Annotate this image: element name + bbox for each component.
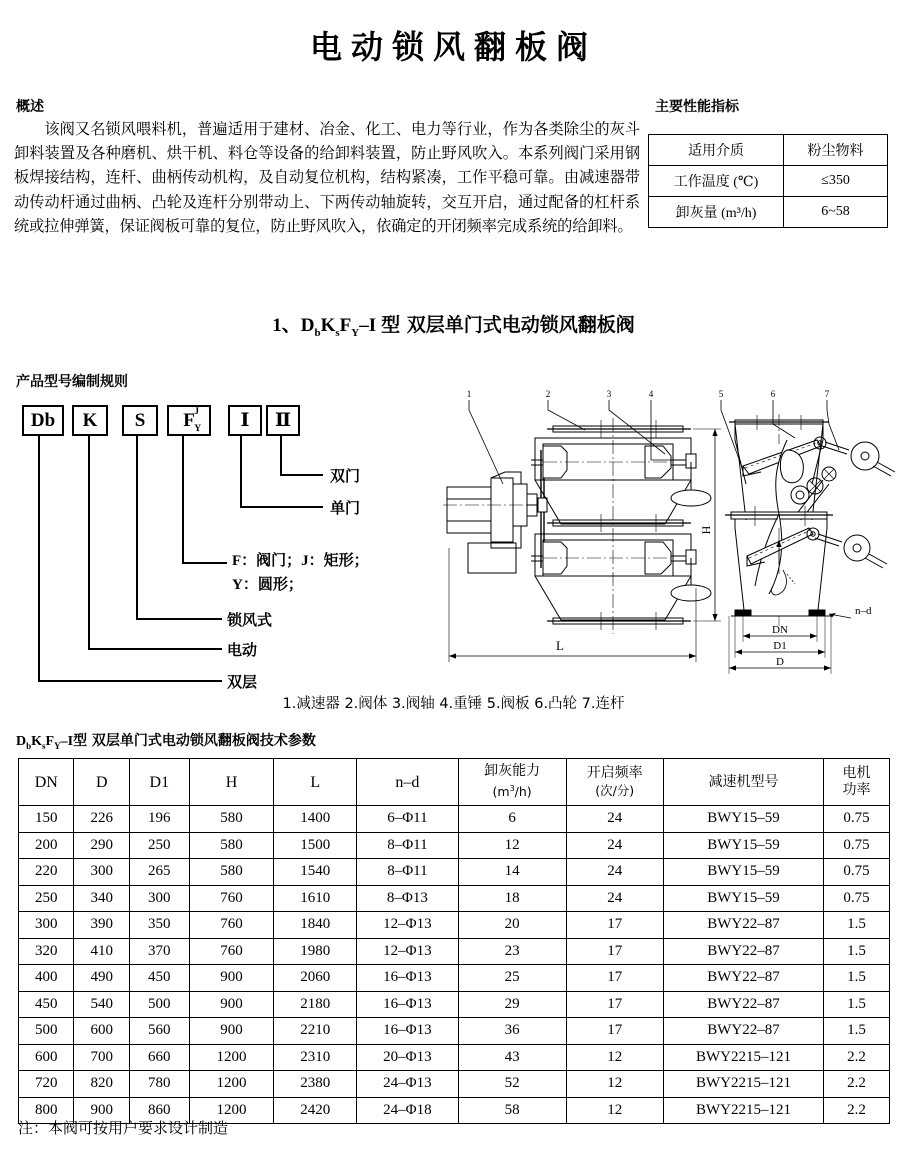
table-cell-DN: 500 [19, 1018, 74, 1045]
table-cell-开启频率: 12 [566, 1097, 663, 1124]
table-cell-D1: 500 [129, 991, 189, 1018]
table-cell-D1: 780 [129, 1071, 189, 1098]
table-cell-n–d: 12–Φ13 [357, 912, 459, 939]
table-cell-卸灰能力: 58 [458, 1097, 566, 1124]
table-cell-H: 1200 [189, 1071, 274, 1098]
table-cell-开启频率: 17 [566, 912, 663, 939]
model-label-airlock: 锁风式 [227, 611, 273, 629]
table-cell-H: 580 [189, 859, 274, 886]
table-cell-D: 226 [74, 806, 129, 833]
perf-label: 卸灰量 (m³/h) [649, 197, 784, 228]
table-note: 注：本阀可按用户要求设计制造 [18, 1119, 229, 1137]
table-cell-电机: 0.75 [824, 806, 890, 833]
table-cell-减速机型号: BWY15–59 [663, 832, 823, 859]
table-cell-D: 410 [74, 938, 129, 965]
spec-heading-code: $D_bK_sF_Y-I$ [16, 734, 74, 751]
table-cell-电机: 1.5 [824, 938, 890, 965]
table-cell-H: 900 [189, 991, 274, 1018]
spec-table [18, 758, 890, 1124]
table-cell-L: 2380 [274, 1071, 357, 1098]
callout-1: 1 [466, 389, 472, 399]
table-cell-n–d: 16–Φ13 [357, 991, 459, 1018]
table-cell-电机: 2.2 [824, 1071, 890, 1098]
code-box-db: Db [22, 405, 64, 436]
table-cell-卸灰能力: 20 [458, 912, 566, 939]
overview-paragraph: 该阀又名锁风喂料机，普遍适用于建材、冶金、化工、电力等行业，作为各类除尘的灰斗卸料装置及各种磨机、烘干机、料仓等设备的给卸料装置，防止野风吹入。本系列阀门采用钢板焊接结构，连杆、曲柄传动机构，及自动复位机构，结构紧凑，工作平稳可靠。由减速器带动传动杆通过曲柄、凸轮及连杆分别带动上、下两传动轴旋转，交互开启，通过配备的杠杆系统或拉伸弹簧，保证阀板可靠的复位，防止野风吹入，依确定的开闭频率完成系统的给卸料。 [14, 121, 640, 235]
table-cell-D1: 660 [129, 1044, 189, 1071]
model-label-double-door: 双门 [330, 467, 361, 485]
table-row [19, 965, 890, 992]
model-label-electric: 电动 [227, 641, 258, 659]
table-row [649, 166, 888, 197]
code-box-ii: Ⅱ [266, 405, 300, 436]
dimension-DN: DN [772, 624, 788, 636]
table-cell-D1: 196 [129, 806, 189, 833]
col-l: L [274, 759, 357, 806]
table-cell-卸灰能力: 25 [458, 965, 566, 992]
leader-line [38, 434, 40, 682]
section-suffix: 型 双层单门式电动锁风翻板阀 [381, 314, 635, 336]
table-cell-减速机型号: BWY2215–121 [663, 1097, 823, 1124]
table-cell-开启频率: 24 [566, 806, 663, 833]
leader-line [280, 434, 282, 476]
table-cell-DN: 720 [19, 1071, 74, 1098]
table-cell-H: 1200 [189, 1044, 274, 1071]
table-cell-减速机型号: BWY22–87 [663, 938, 823, 965]
table-cell-H: 1200 [189, 1097, 274, 1124]
table-cell-DN: 600 [19, 1044, 74, 1071]
table-cell-电机: 0.75 [824, 885, 890, 912]
table-cell-卸灰能力: 6 [458, 806, 566, 833]
table-cell-DN: 200 [19, 832, 74, 859]
callout-7: 7 [824, 389, 830, 399]
table-cell-D: 390 [74, 912, 129, 939]
table-cell-L: 1840 [274, 912, 357, 939]
drawing-legend: 1.减速器 2.阀体 3.阀轴 4.重锤 5.阀板 6.凸轮 7.连杆 [282, 696, 625, 712]
table-cell-电机: 1.5 [824, 991, 890, 1018]
perf-value: 粉尘物料 [784, 135, 888, 166]
table-cell-减速机型号: BWY22–87 [663, 965, 823, 992]
callout-2: 2 [545, 389, 551, 399]
leader-line [182, 562, 227, 564]
table-cell-减速机型号: BWY15–59 [663, 859, 823, 886]
table-cell-L: 2420 [274, 1097, 357, 1124]
table-cell-H: 900 [189, 1018, 274, 1045]
table-row [19, 1071, 890, 1098]
perf-value: ≤350 [784, 166, 888, 197]
model-label-valve-shape-2: Y：圆形； [232, 577, 303, 593]
table-cell-DN: 150 [19, 806, 74, 833]
table-cell-卸灰能力: 36 [458, 1018, 566, 1045]
table-cell-卸灰能力: 29 [458, 991, 566, 1018]
callout-3: 3 [606, 389, 612, 399]
callout-4: 4 [648, 389, 654, 399]
table-cell-L: 1400 [274, 806, 357, 833]
section-model-code: $D_bK_sF_Y-I$ [300, 315, 377, 339]
leader-line [240, 506, 323, 508]
table-cell-n–d: 20–Φ13 [357, 1044, 459, 1071]
col-d: D [74, 759, 129, 806]
table-cell-减速机型号: BWY15–59 [663, 806, 823, 833]
table-cell-开启频率: 17 [566, 938, 663, 965]
table-cell-n–d: 16–Φ13 [357, 1018, 459, 1045]
table-cell-D1: 560 [129, 1018, 189, 1045]
table-cell-电机: 2.2 [824, 1097, 890, 1124]
table-cell-D1: 250 [129, 832, 189, 859]
table-cell-H: 580 [189, 832, 274, 859]
table-cell-开启频率: 17 [566, 965, 663, 992]
table-cell-开启频率: 24 [566, 832, 663, 859]
code-box-k: K [72, 405, 108, 436]
table-cell-L: 2210 [274, 1018, 357, 1045]
table-cell-H: 900 [189, 965, 274, 992]
model-label-double-layer: 双层 [227, 673, 258, 691]
table-cell-卸灰能力: 52 [458, 1071, 566, 1098]
perf-value: 6~58 [784, 197, 888, 228]
table-cell-DN: 800 [19, 1097, 74, 1124]
table-row [19, 885, 890, 912]
table-cell-L: 1540 [274, 859, 357, 886]
col-reducer-model: 减速机型号 [663, 759, 823, 806]
table-cell-D: 340 [74, 885, 129, 912]
table-cell-n–d: 12–Φ13 [357, 938, 459, 965]
table-row [649, 135, 888, 166]
dimension-D1: D1 [773, 640, 787, 652]
table-cell-电机: 1.5 [824, 965, 890, 992]
table-row [649, 197, 888, 228]
col-d1: D1 [129, 759, 189, 806]
table-cell-n–d: 8–Φ11 [357, 832, 459, 859]
table-cell-L: 1610 [274, 885, 357, 912]
table-cell-L: 1500 [274, 832, 357, 859]
table-cell-DN: 220 [19, 859, 74, 886]
leader-line [136, 618, 222, 620]
leader-line [88, 434, 90, 650]
table-cell-n–d: 16–Φ13 [357, 965, 459, 992]
code-box-f: F J Y [167, 405, 211, 436]
table-row [19, 938, 890, 965]
table-cell-开启频率: 12 [566, 1044, 663, 1071]
model-label-valve-shape-1: F：阀门；J：矩形； [232, 553, 369, 569]
table-cell-D: 300 [74, 859, 129, 886]
table-cell-电机: 0.75 [824, 859, 890, 886]
table-cell-电机: 0.75 [824, 832, 890, 859]
table-cell-卸灰能力: 23 [458, 938, 566, 965]
table-cell-减速机型号: BWY15–59 [663, 885, 823, 912]
table-cell-D: 540 [74, 991, 129, 1018]
perf-label: 适用介质 [649, 135, 784, 166]
col-motor-power: 电机 功率 [824, 759, 890, 806]
leader-line [88, 648, 222, 650]
dimension-H: H [699, 525, 713, 535]
dimension-L: L [556, 638, 564, 653]
table-row [19, 991, 890, 1018]
table-cell-H: 760 [189, 912, 274, 939]
col-opening-frequency: 开启频率 (次/分) [566, 759, 663, 806]
table-cell-开启频率: 17 [566, 1018, 663, 1045]
section-number: 1、 [272, 315, 301, 336]
spec-table-body [19, 806, 890, 1124]
table-cell-电机: 2.2 [824, 1044, 890, 1071]
code-box-s: S [122, 405, 158, 436]
table-cell-n–d: 6–Φ11 [357, 806, 459, 833]
table-cell-L: 1980 [274, 938, 357, 965]
table-cell-卸灰能力: 12 [458, 832, 566, 859]
table-cell-电机: 1.5 [824, 1018, 890, 1045]
col-nd: n–d [357, 759, 459, 806]
table-cell-L: 2060 [274, 965, 357, 992]
col-h: H [189, 759, 274, 806]
table-cell-D1: 450 [129, 965, 189, 992]
table-cell-电机: 1.5 [824, 912, 890, 939]
table-cell-DN: 250 [19, 885, 74, 912]
table-row [19, 1044, 890, 1071]
page-title: 电动锁风翻板阀 [309, 28, 597, 66]
table-cell-D: 900 [74, 1097, 129, 1124]
leader-line [240, 434, 242, 508]
spec-table-heading [16, 730, 316, 751]
model-code-heading: 产品型号编制规则 [16, 374, 128, 390]
overview-heading: 概述 [16, 99, 44, 115]
table-row [19, 832, 890, 859]
table-cell-n–d: 24–Φ13 [357, 1071, 459, 1098]
table-cell-卸灰能力: 18 [458, 885, 566, 912]
table-cell-卸灰能力: 43 [458, 1044, 566, 1071]
performance-table [648, 134, 888, 228]
table-cell-n–d: 8–Φ11 [357, 859, 459, 886]
table-cell-开启频率: 12 [566, 1071, 663, 1098]
table-cell-减速机型号: BWY22–87 [663, 1018, 823, 1045]
leader-line [38, 680, 222, 682]
valve-technical-drawing [443, 388, 907, 688]
performance-table-heading: 主要性能指标 [655, 99, 739, 115]
table-cell-开启频率: 24 [566, 859, 663, 886]
table-cell-D: 600 [74, 1018, 129, 1045]
table-cell-D1: 265 [129, 859, 189, 886]
table-row [19, 912, 890, 939]
col-discharge-capacity: 卸灰能力 $(m^3/h)$ [458, 759, 566, 806]
table-cell-D1: 300 [129, 885, 189, 912]
table-cell-H: 760 [189, 885, 274, 912]
table-cell-DN: 300 [19, 912, 74, 939]
table-cell-H: 760 [189, 938, 274, 965]
callout-5: 5 [718, 389, 724, 399]
code-box-i: Ⅰ [228, 405, 262, 436]
table-cell-n–d: 24–Φ18 [357, 1097, 459, 1124]
spec-heading-text: 型 双层单门式电动锁风翻板阀技术参数 [73, 733, 316, 749]
dimension-D: D [776, 656, 784, 668]
table-cell-减速机型号: BWY22–87 [663, 912, 823, 939]
table-cell-开启频率: 17 [566, 991, 663, 1018]
leader-line [182, 434, 184, 564]
table-cell-开启频率: 24 [566, 885, 663, 912]
table-row [19, 859, 890, 886]
leader-line [280, 474, 323, 476]
table-cell-减速机型号: BWY22–87 [663, 991, 823, 1018]
table-cell-DN: 400 [19, 965, 74, 992]
dimension-nd: n–d [855, 605, 872, 617]
table-cell-D1: 370 [129, 938, 189, 965]
table-cell-D: 700 [74, 1044, 129, 1071]
table-cell-卸灰能力: 14 [458, 859, 566, 886]
leader-line [136, 434, 138, 620]
table-cell-D1: 350 [129, 912, 189, 939]
table-cell-n–d: 8–Φ13 [357, 885, 459, 912]
table-header-row [19, 759, 890, 806]
col-dn: DN [19, 759, 74, 806]
perf-label: 工作温度 (℃) [649, 166, 784, 197]
table-cell-H: 580 [189, 806, 274, 833]
table-cell-D: 290 [74, 832, 129, 859]
table-cell-L: 2180 [274, 991, 357, 1018]
table-cell-L: 2310 [274, 1044, 357, 1071]
model-label-single-door: 单门 [330, 499, 361, 517]
table-cell-减速机型号: BWY2215–121 [663, 1071, 823, 1098]
callout-6: 6 [770, 389, 776, 399]
table-cell-减速机型号: BWY2215–121 [663, 1044, 823, 1071]
table-row [19, 1018, 890, 1045]
table-cell-D: 490 [74, 965, 129, 992]
table-cell-DN: 320 [19, 938, 74, 965]
table-row [19, 806, 890, 833]
section-title [0, 310, 907, 339]
table-cell-D: 820 [74, 1071, 129, 1098]
table-cell-D1: 860 [129, 1097, 189, 1124]
table-cell-DN: 450 [19, 991, 74, 1018]
